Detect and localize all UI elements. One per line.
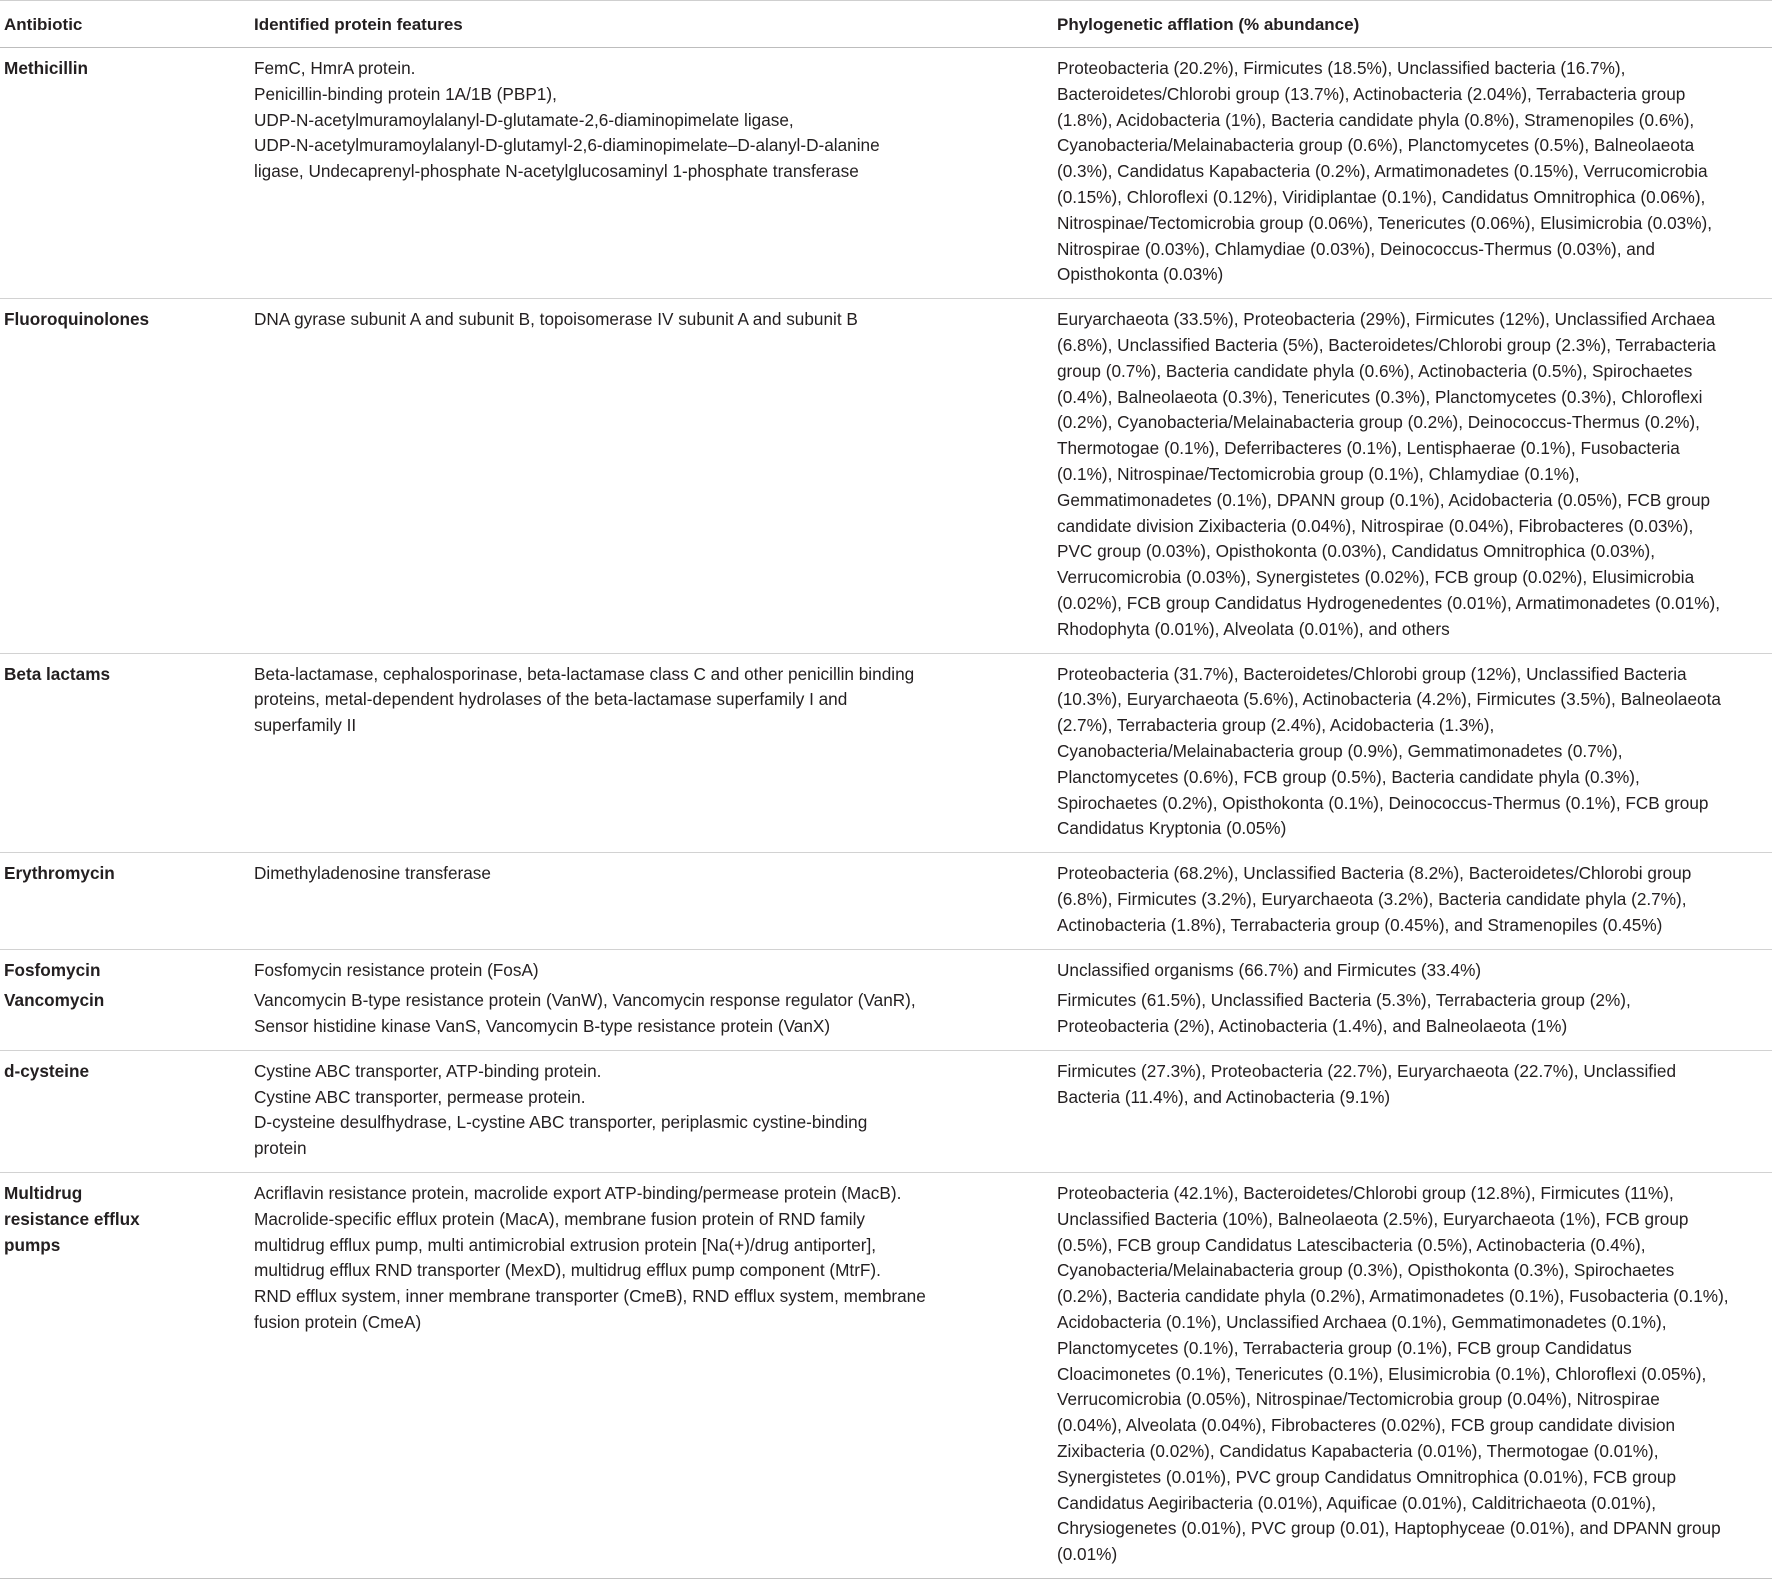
cell-text-line: Proteobacteria (42.1%), Bacteroidetes/Chlorobi group (12.8%), Firmicutes (11%), — [1057, 1183, 1674, 1204]
cell-text-line: Multidrug — [4, 1183, 83, 1204]
protein-features-cell — [250, 853, 1053, 949]
cell-text-line: Proteobacteria (2%), Actinobacteria (1.4%), and Balneolaeota (1%) — [1057, 1016, 1568, 1037]
cell-text-line: (0.2%), Bacteria candidate phyla (0.2%), Armatimonadetes (0.1%), Fusobacteria (0.1%), — [1057, 1286, 1729, 1307]
cell-text-line: protein — [254, 1138, 307, 1159]
cell-text-line: Proteobacteria (68.2%), Unclassified Bacteria (8.2%), Bacteroidetes/Chlorobi group — [1057, 863, 1692, 884]
cell-text-line: (0.01%) — [1057, 1544, 1118, 1565]
cell-text-line: Candidatus Kryptonia (0.05%) — [1057, 818, 1287, 839]
cell-text-line: Cystine ABC transporter, ATP-binding protein. — [254, 1060, 602, 1081]
protein-features-cell — [250, 986, 1053, 1050]
table-row — [0, 299, 1772, 653]
antibiotic-cell: Vancomycin — [0, 986, 250, 1050]
cell-text-line: PVC group (0.03%), Opisthokonta (0.03%), Candidatus Omnitrophica (0.03%), — [1057, 541, 1656, 562]
header-protein-features: Identified protein features — [250, 1, 1053, 48]
antibiotic-cell: Fosfomycin — [4, 959, 101, 980]
cell-text-line: Firmicutes (61.5%), Unclassified Bacteria (5.3%), Terrabacteria group (2%), — [1057, 990, 1631, 1011]
phylogenetic-cell — [1053, 653, 1772, 853]
cell-text-line: multidrug efflux RND transporter (MexD), multidrug efflux pump component (MtrF). — [254, 1260, 881, 1281]
phylogenetic-cell — [1053, 48, 1772, 299]
cell-text-line: Verrucomicrobia (0.05%), Nitrospinae/Tectomicrobia group (0.04%), Nitrospirae — [1057, 1389, 1660, 1410]
cell-text-line: Thermotogae (0.1%), Deferribacteres (0.1%), Lentisphaerae (0.1%), Fusobacteria — [1057, 438, 1680, 459]
cell-text-line: UDP-N-acetylmuramoylalanyl-D-glutamyl-2,6-diaminopimelate–D-alanyl-D-alanine — [254, 135, 880, 156]
cell-text-line: fusion protein (CmeA) — [254, 1312, 422, 1333]
cell-text-line: Unclassified Bacteria (10%), Balneolaeota (2.5%), Euryarchaeota (1%), FCB group — [1057, 1208, 1689, 1229]
cell-text-line: (0.1%), Nitrospinae/Tectomicrobia group (0.1%), Chlamydiae (0.1%), — [1057, 463, 1580, 484]
cell-text-line: Cystine ABC transporter, permease protein. — [254, 1086, 586, 1107]
cell-text-line: (6.8%), Firmicutes (3.2%), Euryarchaeota (3.2%), Bacteria candidate phyla (2.7%), — [1057, 888, 1687, 909]
cell-text-line: (0.5%), FCB group Candidatus Latescibacteria (0.5%), Actinobacteria (0.4%), — [1057, 1234, 1646, 1255]
cell-text-line: (6.8%), Unclassified Bacteria (5%), Bacteroidetes/Chlorobi group (2.3%), Terrabacteria — [1057, 334, 1716, 355]
cell-text-line: Bacteria (11.4%), and Actinobacteria (9.1%) — [1057, 1086, 1391, 1107]
cell-text-line: (1.8%), Acidobacteria (1%), Bacteria candidate phyla (0.8%), Stramenopiles (0.6%), — [1057, 109, 1695, 130]
cell-text-line: Synergistetes (0.01%), PVC group Candidatus Omnitrophica (0.01%), FCB group — [1057, 1466, 1677, 1487]
protein-features-cell — [250, 299, 1053, 653]
cell-text-line: candidate division Zixibacteria (0.04%), Nitrospirae (0.04%), Fibrobacteres (0.03%), — [1057, 515, 1694, 536]
cell-text-line: (0.02%), FCB group Candidatus Hydrogenedentes (0.01%), Armatimonadetes (0.01%), — [1057, 592, 1721, 613]
cell-text-line: DNA gyrase subunit A and subunit B, topoisomerase IV subunit A and subunit B — [254, 309, 858, 330]
cell-text-line: Vancomycin B-type resistance protein (VanW), Vancomycin response regulator (VanR), — [254, 990, 916, 1011]
cell-text-line: proteins, metal-dependent hydrolases of the beta-lactamase superfamily I and — [254, 689, 848, 710]
cell-text-line: group (0.7%), Bacteria candidate phyla (0.6%), Actinobacteria (0.5%), Spirochaetes — [1057, 360, 1693, 381]
cell-text-line: pumps — [4, 1234, 61, 1255]
table-row — [0, 1050, 1772, 1172]
protein-features-cell — [250, 653, 1053, 853]
cell-text-line: Cloacimonetes (0.1%), Tenericutes (0.1%), Elusimicrobia (0.1%), Chloroflexi (0.05%), — [1057, 1363, 1707, 1384]
cell-text-line: Bacteroidetes/Chlorobi group (13.7%), Actinobacteria (2.04%), Terrabacteria group — [1057, 83, 1686, 104]
cell-text-line: Macrolide-specific efflux protein (MacA), membrane fusion protein of RND family — [254, 1208, 866, 1229]
protein-features-cell — [250, 949, 1053, 986]
phylogenetic-cell — [1053, 949, 1772, 986]
table-row — [0, 1173, 1772, 1579]
cell-text-line: Planctomycetes (0.6%), FCB group (0.5%), Bacteria candidate phyla (0.3%), — [1057, 766, 1640, 787]
table-row — [0, 949, 1772, 986]
cell-text-line: Euryarchaeota (33.5%), Proteobacteria (29%), Firmicutes (12%), Unclassified Archaea — [1057, 309, 1716, 330]
cell-text-line: multidrug efflux pump, multi antimicrobial extrusion protein [Na(+)/drug antiporter], — [254, 1234, 877, 1255]
cell-text-line: Spirochaetes (0.2%), Opisthokonta (0.1%), Deinococcus-Thermus (0.1%), FCB group — [1057, 792, 1709, 813]
cell-text-line: Acidobacteria (0.1%), Unclassified Archaea (0.1%), Gemmatimonadetes (0.1%), — [1057, 1312, 1667, 1333]
antibiotic-cell: Erythromycin — [0, 853, 250, 949]
cell-text-line: Proteobacteria (31.7%), Bacteroidetes/Chlorobi group (12%), Unclassified Bacteria — [1057, 663, 1687, 684]
cell-text-line: Firmicutes (27.3%), Proteobacteria (22.7%), Euryarchaeota (22.7%), Unclassified — [1057, 1060, 1677, 1081]
phylogenetic-cell — [1053, 1173, 1772, 1579]
cell-text-line: Dimethyladenosine transferase — [254, 863, 491, 884]
phylogenetic-cell — [1053, 986, 1772, 1050]
table-body — [0, 48, 1772, 1579]
cell-text-line: Rhodophyta (0.01%), Alveolata (0.01%), and others — [1057, 618, 1450, 639]
cell-text-line: Verrucomicrobia (0.03%), Synergistetes (0.02%), FCB group (0.02%), Elusimicrobia — [1057, 567, 1695, 588]
protein-features-cell — [250, 1173, 1053, 1579]
cell-text-line: Unclassified organisms (66.7%) and Firmicutes (33.4%) — [1057, 959, 1482, 980]
cell-text-line: ligase, Undecaprenyl-phosphate N-acetylglucosaminyl 1-phosphate transferase — [254, 161, 859, 182]
cell-text-line: D-cysteine desulfhydrase, L-cystine ABC transporter, periplasmic cystine-binding — [254, 1112, 868, 1133]
cell-text-line: Proteobacteria (20.2%), Firmicutes (18.5%), Unclassified bacteria (16.7%), — [1057, 58, 1626, 78]
antibiotic-cell: Beta lactams — [0, 653, 250, 853]
cell-text-line: Actinobacteria (1.8%), Terrabacteria group (0.45%), and Stramenopiles (0.45%) — [1057, 914, 1663, 935]
antibiotic-cell: Methicillin — [0, 48, 250, 299]
cell-text-line: superfamily II — [254, 715, 357, 736]
table-row — [0, 653, 1772, 853]
cell-text-line: (10.3%), Euryarchaeota (5.6%), Actinobacteria (4.2%), Firmicutes (3.5%), Balneolaeota — [1057, 689, 1721, 710]
cell-text-line: Opisthokonta (0.03%) — [1057, 264, 1224, 285]
cell-text-line: RND efflux system, inner membrane transporter (CmeB), RND efflux system, membrane — [254, 1286, 926, 1307]
phylogenetic-cell — [1053, 853, 1772, 949]
antibiotic-cell: d-cysteine — [0, 1050, 250, 1172]
table-row — [0, 853, 1772, 949]
phylogenetic-cell — [1053, 1050, 1772, 1172]
cell-text-line: FemC, HmrA protein. — [254, 58, 416, 78]
cell-text-line: Gemmatimonadetes (0.1%), DPANN group (0.1%), Acidobacteria (0.05%), FCB group — [1057, 489, 1711, 510]
cell-text-line: Sensor histidine kinase VanS, Vancomycin B-type resistance protein (VanX) — [254, 1016, 831, 1037]
cell-text-line: Fosfomycin resistance protein (FosA) — [254, 959, 539, 980]
cell-text-line: (0.15%), Chloroflexi (0.12%), Viridiplantae (0.1%), Candidatus Omnitrophica (0.06%), — [1057, 186, 1706, 207]
protein-features-cell — [250, 48, 1053, 299]
cell-text-line: Chrysiogenetes (0.01%), PVC group (0.01), Haptophyceae (0.01%), and DPANN group — [1057, 1518, 1721, 1539]
cell-text-line: Planctomycetes (0.1%), Terrabacteria group (0.1%), FCB group Candidatus — [1057, 1337, 1632, 1358]
cell-text-line: (0.3%), Candidatus Kapabacteria (0.2%), Armatimonadetes (0.15%), Verrucomicrobia — [1057, 161, 1708, 182]
cell-text-line: Beta-lactamase, cephalosporinase, beta-lactamase class C and other penicillin binding — [254, 663, 915, 684]
cell-text-line: Penicillin-binding protein 1A/1B (PBP1), — [254, 83, 557, 104]
cell-text-line: Cyanobacteria/Melainabacteria group (0.9%), Gemmatimonadetes (0.7%), — [1057, 740, 1623, 761]
cell-text-line: Candidatus Aegiribacteria (0.01%), Aquificae (0.01%), Calditrichaeota (0.01%), — [1057, 1492, 1657, 1513]
phylogenetic-cell — [1053, 299, 1772, 653]
table-header — [0, 1, 1772, 48]
cell-text-line: UDP-N-acetylmuramoylalanyl-D-glutamate-2,6-diaminopimelate ligase, — [254, 109, 794, 130]
header-phylogenetic-affiliation: Phylogenetic afflation (% abundance) — [1053, 1, 1772, 48]
antibiotic-cell: Fluoroquinolones — [0, 299, 250, 653]
table-row — [0, 48, 1772, 299]
cell-text-line: Nitrospirae (0.03%), Chlamydiae (0.03%), Deinococcus-Thermus (0.03%), and — [1057, 238, 1655, 259]
protein-features-cell — [250, 1050, 1053, 1172]
cell-text-line: (0.2%), Cyanobacteria/Melainabacteria group (0.2%), Deinococcus-Thermus (0.2%), — [1057, 412, 1700, 433]
table-row — [0, 986, 1772, 1050]
cell-text-line: (0.4%), Balneolaeota (0.3%), Tenericutes (0.3%), Planctomycetes (0.3%), Chloroflexi — [1057, 386, 1703, 407]
cell-text-line: (2.7%), Terrabacteria group (2.4%), Acidobacteria (1.3%), — [1057, 715, 1495, 736]
header-antibiotic: Antibiotic — [0, 1, 250, 48]
antibiotic-cell — [0, 1173, 250, 1579]
cell-text-line: Nitrospinae/Tectomicrobia group (0.06%), Tenericutes (0.06%), Elusimicrobia (0.03%), — [1057, 212, 1713, 233]
cell-text-line: Cyanobacteria/Melainabacteria group (0.6%), Planctomycetes (0.5%), Balneolaeota — [1057, 135, 1695, 156]
cell-text-line: Zixibacteria (0.02%), Candidatus Kapabacteria (0.01%), Thermotogae (0.01%), — [1057, 1441, 1659, 1462]
cell-text-line: Acriflavin resistance protein, macrolide export ATP-binding/permease protein (MacB). — [254, 1183, 902, 1204]
header-row — [0, 1, 1772, 48]
cell-text-line: resistance efflux — [4, 1208, 140, 1229]
cell-text-line: Cyanobacteria/Melainabacteria group (0.3%), Opisthokonta (0.3%), Spirochaetes — [1057, 1260, 1675, 1281]
cell-text-line: (0.04%), Alveolata (0.04%), Fibrobacteres (0.02%), FCB group candidate division — [1057, 1415, 1676, 1436]
